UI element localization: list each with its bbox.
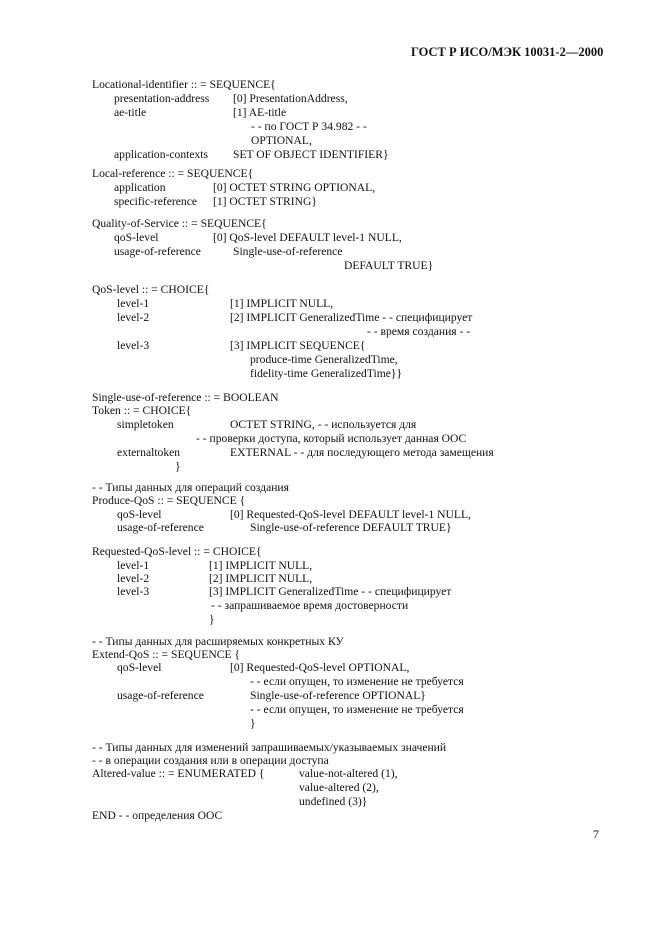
code-line: level-3	[117, 339, 150, 352]
code-comment: - - Типы данных для изменений запрашиваемых/указываемых значений	[92, 741, 447, 754]
code-line: level-3	[117, 585, 150, 598]
code-line: [0] QoS-level DEFAULT level-1 NULL,	[213, 231, 402, 244]
code-line: undefined (3)}	[299, 795, 368, 808]
code-line: value-altered (2),	[299, 781, 379, 794]
code-line: [2] IMPLICIT GeneralizedTime - - специфицирует	[230, 311, 473, 324]
code-line: Locational-identifier :: = SEQUENCE{	[92, 78, 276, 91]
code-line: simpletoken	[117, 418, 174, 431]
code-line: [3] IMPLICIT GeneralizedTime - - специфицирует	[209, 585, 452, 598]
code-line: }	[209, 613, 215, 626]
document-header: ГОСТ Р ИСО/МЭК 10031-2—2000	[411, 45, 604, 59]
code-line: produce-time GeneralizedTime,	[250, 353, 398, 366]
code-line: qoS-level	[117, 661, 162, 674]
code-line: [2] IMPLICIT NULL,	[209, 572, 313, 585]
code-line: OPTIONAL,	[251, 134, 312, 147]
code-line: SET OF OBJECT IDENTIFIER}	[233, 148, 389, 161]
code-comment: - - проверки доступа, который использует данная ООС	[196, 432, 467, 445]
code-line: specific-reference	[114, 195, 198, 208]
code-line: [0] PresentationAddress,	[233, 92, 348, 105]
code-line: usage-of-reference	[117, 521, 204, 534]
code-line: Quality-of-Service :: = SEQUENCE{	[92, 217, 267, 230]
code-line: END - - определения ООС	[92, 809, 223, 822]
code-line: DEFAULT TRUE}	[344, 259, 434, 272]
code-line: [0] OCTET STRING OPTIONAL,	[213, 181, 376, 194]
code-line: [1] AE-title	[233, 106, 287, 119]
code-line: application-contexts	[114, 148, 209, 161]
code-line: [1] IMPLICIT NULL,	[209, 559, 313, 572]
code-line: usage-of-reference	[117, 689, 204, 702]
code-comment: - - если опущен, то изменение не требуется	[250, 703, 464, 716]
code-line: fidelity-time GeneralizedTime}}	[250, 367, 403, 380]
code-line: [0] Requested-QoS-level DEFAULT level-1 NULL,	[230, 508, 471, 521]
code-line: Altered-value :: = ENUMERATED {	[92, 767, 265, 780]
code-line: ae-title	[114, 106, 147, 119]
code-line: externaltoken	[117, 446, 181, 459]
code-comment: - - Типы данных для операций создания	[92, 481, 289, 494]
code-line: level-1	[117, 297, 150, 310]
code-comment: - - запрашиваемое время достоверности	[211, 599, 409, 612]
code-line: Local-reference :: = SEQUENCE{	[92, 167, 254, 180]
code-line: qoS-level	[117, 508, 162, 521]
code-line: Extend-QoS :: = SEQUENCE {	[92, 648, 241, 661]
code-line: Single-use-of-reference DEFAULT TRUE}	[250, 521, 452, 534]
code-line: value-not-altered (1),	[299, 767, 398, 780]
code-line: [0] Requested-QoS-level OPTIONAL,	[230, 661, 410, 674]
code-comment: - - если опущен, то изменение не требуется	[250, 675, 464, 688]
code-line: }	[175, 460, 181, 473]
code-line: Single-use-of-reference	[233, 245, 343, 258]
code-line: [1] IMPLICIT NULL,	[230, 297, 334, 310]
code-line: QoS-level :: = CHOICE{	[92, 283, 210, 296]
code-line: [3] IMPLICIT SEQUENCE{	[230, 339, 366, 352]
code-line: application	[114, 181, 166, 194]
code-line: }	[250, 717, 256, 730]
code-line: presentation-address	[114, 92, 210, 105]
code-comment: - - время создания - -	[367, 325, 471, 338]
code-comment: - - по ГОСТ Р 34.982 - -	[251, 120, 367, 133]
code-line: OCTET STRING, - - используется для	[230, 418, 417, 431]
code-line: Produce-QoS :: = SEQUENCE {	[92, 494, 246, 507]
code-line: level-1	[117, 559, 150, 572]
code-line: EXTERNAL - - для последующего метода замещения	[230, 446, 494, 459]
code-comment: - - Типы данных для расширяемых конкретных КУ	[92, 635, 344, 648]
code-line: Single-use-of-reference :: = BOOLEAN	[92, 391, 279, 404]
code-line: Token :: = CHOICE{	[92, 404, 192, 417]
code-line: usage-of-reference	[114, 245, 201, 258]
code-line: level-2	[117, 572, 150, 585]
code-line: qoS-level	[114, 231, 159, 244]
code-line: [1] OCTET STRING}	[213, 195, 317, 208]
code-comment: - - в операции создания или в операции доступа	[92, 754, 329, 767]
code-line: Requested-QoS-level :: = CHOICE{	[92, 545, 262, 558]
code-line: Single-use-of-reference OPTIONAL}	[250, 689, 426, 702]
page-number: 7	[593, 827, 599, 841]
code-line: level-2	[117, 311, 150, 324]
